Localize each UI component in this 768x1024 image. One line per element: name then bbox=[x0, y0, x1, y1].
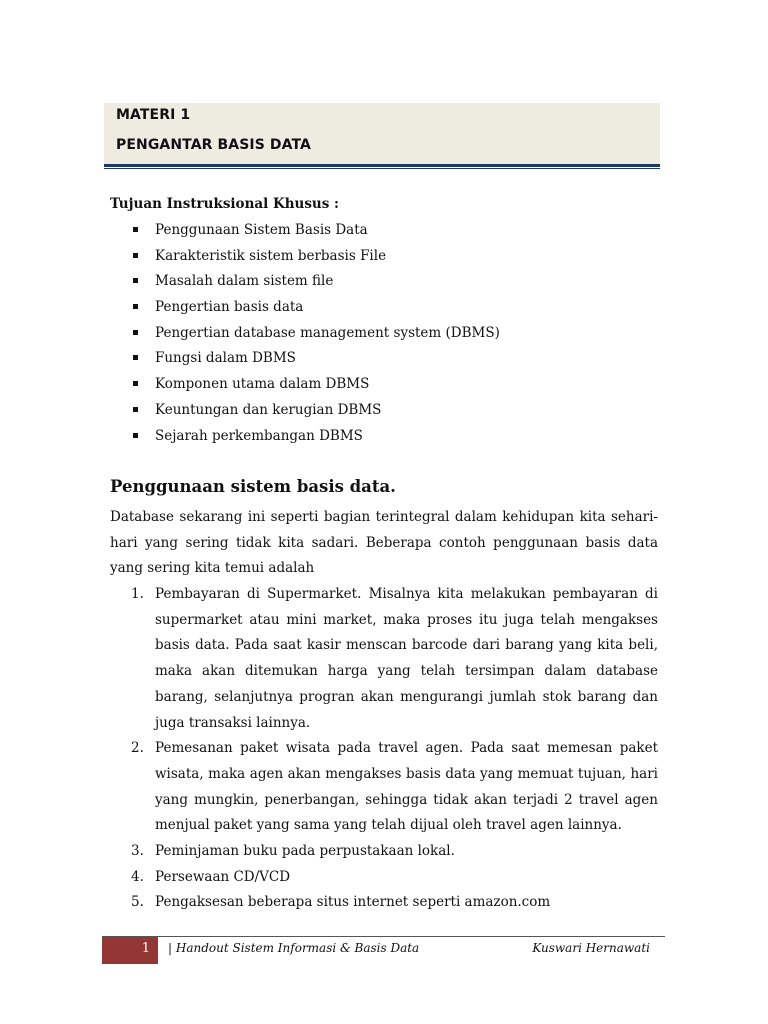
objective-text: Pengertian basis data bbox=[155, 299, 304, 316]
objective-text: Fungsi dalam DBMS bbox=[155, 350, 296, 367]
footer-author: Kuswari Hernawati bbox=[532, 941, 650, 955]
list-number: 3. bbox=[131, 843, 144, 860]
list-number: 5. bbox=[131, 894, 144, 911]
objective-item bbox=[110, 246, 500, 272]
footer-document-title: | Handout Sistem Informasi & Basis Data bbox=[168, 941, 420, 955]
examples-list bbox=[110, 582, 658, 916]
list-number: 2. bbox=[131, 740, 144, 757]
square-bullet-icon bbox=[133, 330, 138, 335]
example-text: Peminjaman buku pada perpustakaan lokal. bbox=[155, 843, 455, 860]
square-bullet-icon bbox=[133, 433, 138, 438]
chapter-title: PENGANTAR BASIS DATA bbox=[116, 137, 311, 153]
example-text: Pemesanan paket wisata pada travel agen. Pada saat memesan paket wisata, maka agen akan mengakses basis data yang memuat tujuan, hari yang mungkin, penerbangan, sehingga tidak akan terjadi 2 travel agen menjual paket yang sama yang telah dijual oleh travel agen lainnya. bbox=[155, 740, 658, 834]
example-item bbox=[110, 865, 658, 891]
example-item bbox=[110, 839, 658, 865]
list-number: 1. bbox=[131, 586, 144, 602]
objective-text: Penggunaan Sistem Basis Data bbox=[155, 222, 368, 238]
page-number: 1 bbox=[141, 941, 150, 956]
objective-item bbox=[110, 426, 500, 452]
section-title: Penggunaan sistem basis data. bbox=[110, 477, 396, 496]
objective-text: Masalah dalam sistem file bbox=[155, 273, 334, 290]
objective-text: Sejarah perkembangan DBMS bbox=[155, 427, 363, 444]
objective-text: Keuntungan dan kerugian DBMS bbox=[155, 401, 382, 418]
objective-text: Pengertian database management system (DBMS) bbox=[155, 324, 500, 341]
example-item bbox=[110, 736, 658, 839]
objective-item bbox=[110, 348, 500, 374]
square-bullet-icon bbox=[133, 407, 138, 412]
square-bullet-icon bbox=[133, 355, 138, 360]
list-number: 4. bbox=[131, 868, 144, 885]
example-text: Pembayaran di Supermarket. Misalnya kita melakukan pembayaran di supermarket atau mini market, maka proses itu juga telah mengakses basis data. Pada saat kasir menscan barcode dari barang yang kita beli, maka akan ditemukan harga yang telah tersimpan dalam database barang, selanjutnya progran akan mengurangi jumlah stok barang dan juga transaksi lainnya. bbox=[155, 586, 658, 731]
page-number-box bbox=[102, 937, 158, 964]
chapter-number: MATERI 1 bbox=[116, 107, 191, 123]
chapter-header bbox=[104, 103, 660, 164]
objective-text: Karakteristik sistem berbasis File bbox=[155, 247, 387, 264]
square-bullet-icon bbox=[133, 227, 138, 232]
footer-rule bbox=[102, 936, 665, 937]
objective-item bbox=[110, 271, 500, 297]
square-bullet-icon bbox=[133, 278, 138, 283]
objective-item bbox=[110, 374, 500, 400]
square-bullet-icon bbox=[133, 381, 138, 386]
header-rule-thin bbox=[104, 168, 660, 169]
square-bullet-icon bbox=[133, 304, 138, 309]
objective-item bbox=[110, 400, 500, 426]
objective-text: Komponen utama dalam DBMS bbox=[155, 376, 370, 393]
objective-item bbox=[110, 323, 500, 349]
square-bullet-icon bbox=[133, 253, 138, 258]
objectives-heading: Tujuan Instruksional Khusus : bbox=[110, 196, 340, 212]
example-text: Persewaan CD/VCD bbox=[155, 868, 291, 885]
objective-item bbox=[110, 297, 500, 323]
header-rule-thick bbox=[104, 164, 660, 167]
example-item bbox=[110, 582, 658, 736]
example-item bbox=[110, 890, 658, 916]
intro-paragraph: Database sekarang ini seperti bagian terintegral dalam kehidupan kita sehari-hari yang sering tidak kita sadari. Beberapa contoh penggunaan basis data yang sering kita temui adalah bbox=[110, 509, 658, 577]
objective-item bbox=[110, 220, 500, 246]
example-text: Pengaksesan beberapa situs internet seperti amazon.com bbox=[155, 894, 551, 911]
objectives-list bbox=[110, 220, 500, 451]
